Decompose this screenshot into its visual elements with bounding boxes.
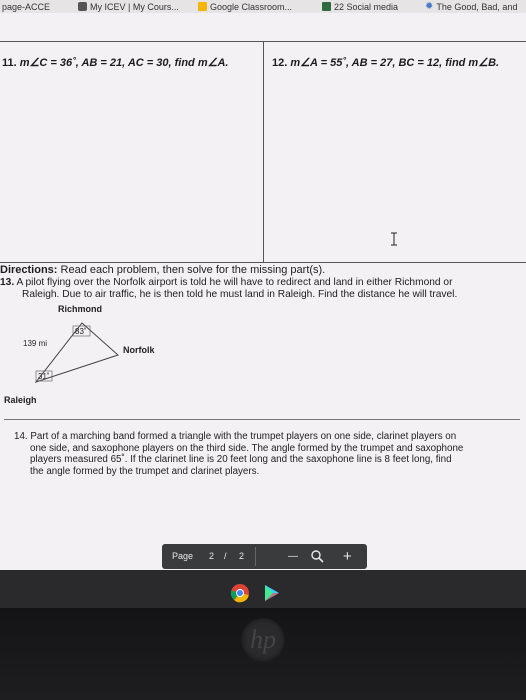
directions <box>0 264 325 276</box>
label-richmond: Richmond <box>58 304 102 314</box>
label-norfolk: Norfolk <box>123 345 155 355</box>
problem-line: A pilot flying over the Norfolk airport is told he will have to redirect and land in either Richmond or <box>16 277 453 288</box>
page-toolbar <box>162 544 367 569</box>
angle-bottom: 31˚ <box>38 372 50 381</box>
directions-label: Directions: <box>0 264 58 276</box>
problem-14 <box>14 431 520 477</box>
document-page <box>0 13 526 583</box>
bookmark-label: Google Classroom... <box>210 1 293 12</box>
toolbar-divider <box>255 547 256 566</box>
play-store-icon[interactable] <box>262 583 282 603</box>
problem-text: m∠C = 36˚, AB = 21, AC = 30, find m∠A. <box>19 57 229 69</box>
os-shelf <box>0 570 526 610</box>
label-raleigh: Raleigh <box>4 395 37 405</box>
directions-text: Read each problem, then solve for the missing part(s). <box>60 264 326 276</box>
page-separator: / <box>224 551 227 561</box>
doc-icon <box>322 2 331 11</box>
problem-number: 14. <box>14 431 28 442</box>
page-current[interactable]: 2 <box>209 551 215 561</box>
text-cursor-icon <box>390 232 398 246</box>
zoom-in-button[interactable]: + <box>343 548 352 565</box>
problem-number: 13. <box>0 277 15 288</box>
bookmark-label: My ICEV | My Cours... <box>90 1 179 12</box>
problem-14-box <box>4 419 520 494</box>
problem-11 <box>2 56 228 69</box>
page-total: 2 <box>239 551 245 561</box>
problem-number: 12. <box>272 57 288 69</box>
label-side-length: 139 mi <box>23 339 48 348</box>
problem-line: players measured 65˚. If the clarinet line is 20 feet long and the saxophone line is 8 feet long, find <box>30 454 452 465</box>
gear-icon: ✹ <box>425 1 434 12</box>
bookmark-page-acce[interactable] <box>2 0 50 13</box>
bookmark-label: page-ACCE <box>2 1 51 12</box>
problem-line: one side, and saxophone players on the third side. The angle formed by the trumpet and saxophone <box>30 442 464 454</box>
bookmark-label: The Good, Bad, and <box>436 1 518 12</box>
angle-top: 83˚ <box>75 327 87 336</box>
zoom-out-button[interactable]: — <box>288 551 298 562</box>
chrome-icon[interactable] <box>230 583 250 603</box>
problem-line: the angle formed by the trumpet and clarinet players. <box>30 465 260 477</box>
bookmark-good-bad[interactable] <box>425 0 517 13</box>
page-label: Page <box>172 551 194 561</box>
icev-icon <box>78 2 87 11</box>
problem-13 <box>0 277 520 301</box>
problems-row <box>0 41 526 263</box>
problem-line: Part of a marching band formed a triangle with the trumpet players on one side, clarinet players on <box>30 431 457 442</box>
classroom-icon <box>198 2 207 11</box>
bookmark-my-icev[interactable] <box>78 0 179 13</box>
problem-12 <box>272 56 499 69</box>
problem-line: Raleigh. Due to air traffic, he is then told he must land in Raleigh. Find the distance he will travel. <box>22 289 458 300</box>
hp-logo: hp <box>241 618 285 662</box>
zoom-icon[interactable] <box>310 549 324 565</box>
bookmark-google-classroom[interactable] <box>198 0 292 13</box>
bookmark-social-media[interactable] <box>322 0 398 13</box>
bookmark-label: 22 Social media <box>334 1 399 12</box>
bookmarks-bar <box>0 0 526 13</box>
column-divider <box>263 42 264 262</box>
triangle-diagram <box>0 301 230 421</box>
problem-number: 11. <box>2 57 17 69</box>
problem-text: m∠A = 55˚, AB = 27, BC = 12, find m∠B. <box>290 57 500 69</box>
